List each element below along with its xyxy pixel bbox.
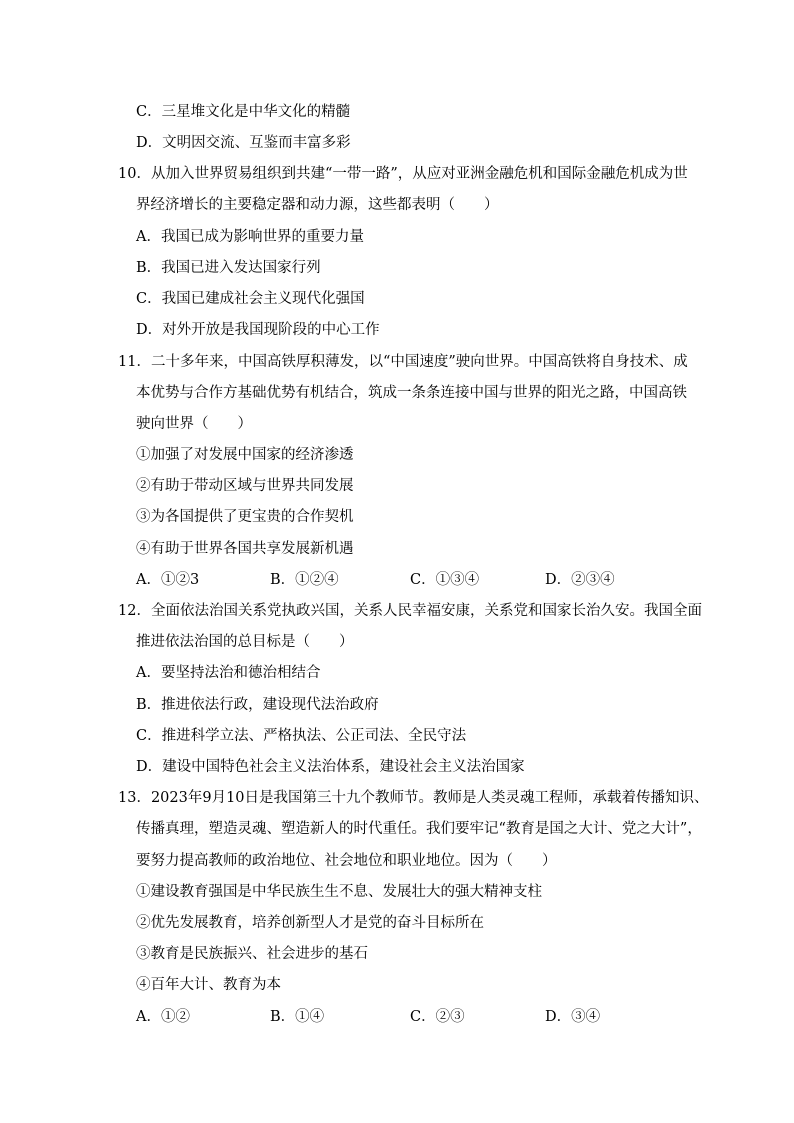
q10-stem-line2: 界经济增长的主要稳定器和动力源，这些都表明（ ）: [136, 197, 499, 213]
q11-option-c: C．①③④: [410, 572, 480, 588]
q11-option-b: B．①②④: [270, 572, 339, 588]
q13-item-1: ①建设教育强国是中华民族生生不息、发展壮大的强大精神支柱: [136, 884, 542, 900]
q12-option-b: B．推进依法行政，建设现代法治政府: [136, 697, 379, 713]
q13-item-4: ④百年大计、教育为本: [136, 977, 281, 993]
q13-stem-line3: 要努力提高教师的政治地位、社会地位和职业地位。因为（ ）: [136, 853, 557, 869]
q10-option-d: D．对外开放是我国现阶段的中心工作: [136, 322, 380, 338]
q13-item-2: ②优先发展教育，培养创新型人才是党的奋斗目标所在: [136, 915, 484, 931]
q11-item-1: ①加强了对发展中国家的经济渗透: [136, 447, 354, 463]
q10-option-a: A．我国已成为影响世界的重要力量: [136, 229, 364, 245]
q11-options-row: [0, 570, 794, 590]
q13-stem-line1: 13．2023年9月10日是我国第三十九个教师节。教师是人类灵魂工程师，承载着传播知识、: [118, 790, 709, 806]
q12-option-c: C．推进科学立法、严格执法、公正司法、全民守法: [136, 728, 467, 744]
q11-option-d: D．②③④: [545, 572, 615, 588]
q13-option-c: C．②③: [410, 1009, 465, 1025]
q13-option-b: B．①④: [270, 1009, 325, 1025]
q11-item-3: ③为各国提供了更宝贵的合作契机: [136, 509, 354, 525]
q13-item-3: ③教育是民族振兴、社会进步的基石: [136, 946, 368, 962]
q11-stem-line2: 本优势与合作方基础优势有机结合，筑成一条条连接中国与世界的阳光之路，中国高铁: [136, 385, 687, 401]
q10-stem-line1: 10．从加入世界贸易组织到共建“一带一路”，从应对亚洲金融危机和国际金融危机成为世: [118, 166, 688, 182]
q13-option-d: D．③④: [545, 1009, 601, 1025]
q13-option-a: A．①②: [136, 1009, 190, 1025]
q13-stem-line2: 传播真理，塑造灵魂、塑造新人的时代重任。我们要牢记“教育是国之大计、党之大计”，: [136, 821, 702, 837]
q11-item-4: ④有助于世界各国共享发展新机遇: [136, 541, 354, 557]
q11-stem-line3: 驶向世界（ ）: [136, 416, 252, 432]
q12-option-a: A．要坚持法治和德治相结合: [136, 665, 321, 681]
q12-stem-line1: 12．全面依法治国关系党执政兴国，关系人民幸福安康，关系党和国家长治久安。我国全面: [118, 603, 702, 619]
q9-option-d: D．文明因交流、互鉴而丰富多彩: [136, 135, 351, 151]
q10-option-c: C．我国已建成社会主义现代化强国: [136, 291, 365, 307]
q11-stem-line1: 11．二十多年来，中国高铁厚积薄发，以“中国速度”驶向世界。中国高铁将自身技术、成: [118, 354, 688, 370]
q11-option-a: A．①②3: [136, 572, 200, 588]
q13-options-row: [0, 1007, 794, 1027]
q12-stem-line2: 推进依法治国的总目标是（ ）: [136, 634, 354, 650]
q9-option-c: C．三星堆文化是中华文化的精髓: [136, 104, 351, 120]
q12-option-d: D．建设中国特色社会主义法治体系，建设社会主义法治国家: [136, 759, 525, 775]
q10-option-b: B．我国已进入发达国家行列: [136, 260, 321, 276]
q11-item-2: ②有助于带动区域与世界共同发展: [136, 478, 354, 494]
